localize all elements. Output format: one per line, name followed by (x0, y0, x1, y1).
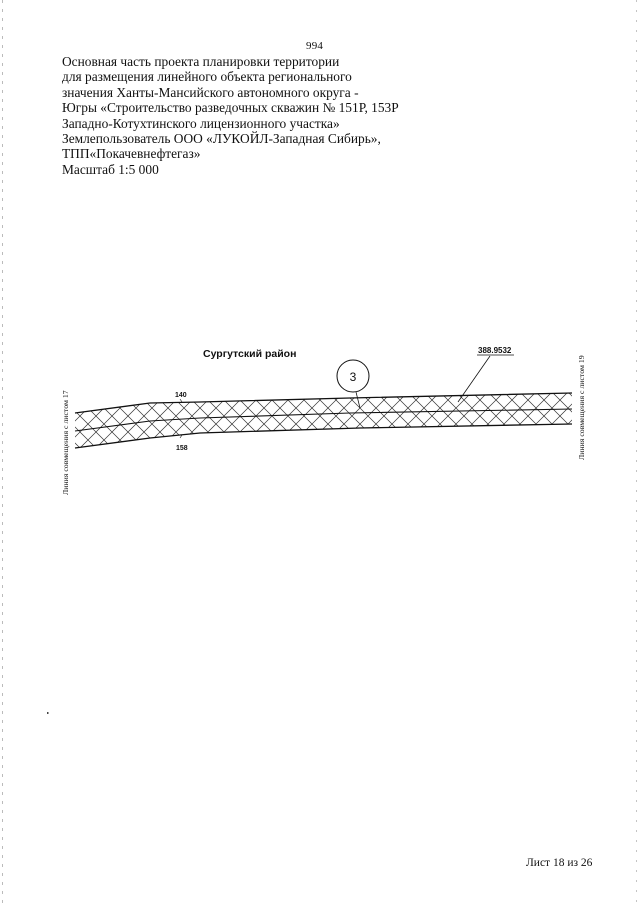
title-line-7: ТПП«Покачевнефтегаз» (62, 146, 201, 162)
title-line-2: для размещения линейного объекта регионального (62, 69, 352, 85)
callout-number: 3 (349, 370, 357, 384)
title-line-4: Югры «Строительство разведочных скважин № 151Р, 153Р (62, 100, 399, 116)
match-line-right-label: Линия совмещения с листом 19 (577, 355, 586, 460)
scan-speck (47, 712, 49, 714)
sheet-label: Лист 18 из 26 (526, 857, 593, 869)
page-number: 994 (306, 40, 324, 52)
point-140-tick (180, 399, 182, 402)
area-value-label: 388.9532 (478, 346, 512, 355)
right-of-way-strip (70, 385, 580, 455)
title-line-6: Землепользователь ООО «ЛУКОЙЛ-Западная Сибирь», (62, 131, 381, 147)
point-label-158: 158 (176, 445, 188, 452)
title-line-5: Западно-Котухтинского лицензионного участка» (62, 115, 340, 131)
point-label-140: 140 (175, 392, 187, 399)
district-label: Сургутский район (203, 348, 297, 360)
title-line-3: значения Ханты-Мансийского автономного округа - (62, 84, 359, 100)
title-line-1: Основная часть проекта планировки территории (62, 54, 340, 69)
match-line-left-label: Линия совмещения с листом 17 (61, 390, 70, 495)
scale-line: Масштаб 1:5 000 (62, 161, 159, 177)
